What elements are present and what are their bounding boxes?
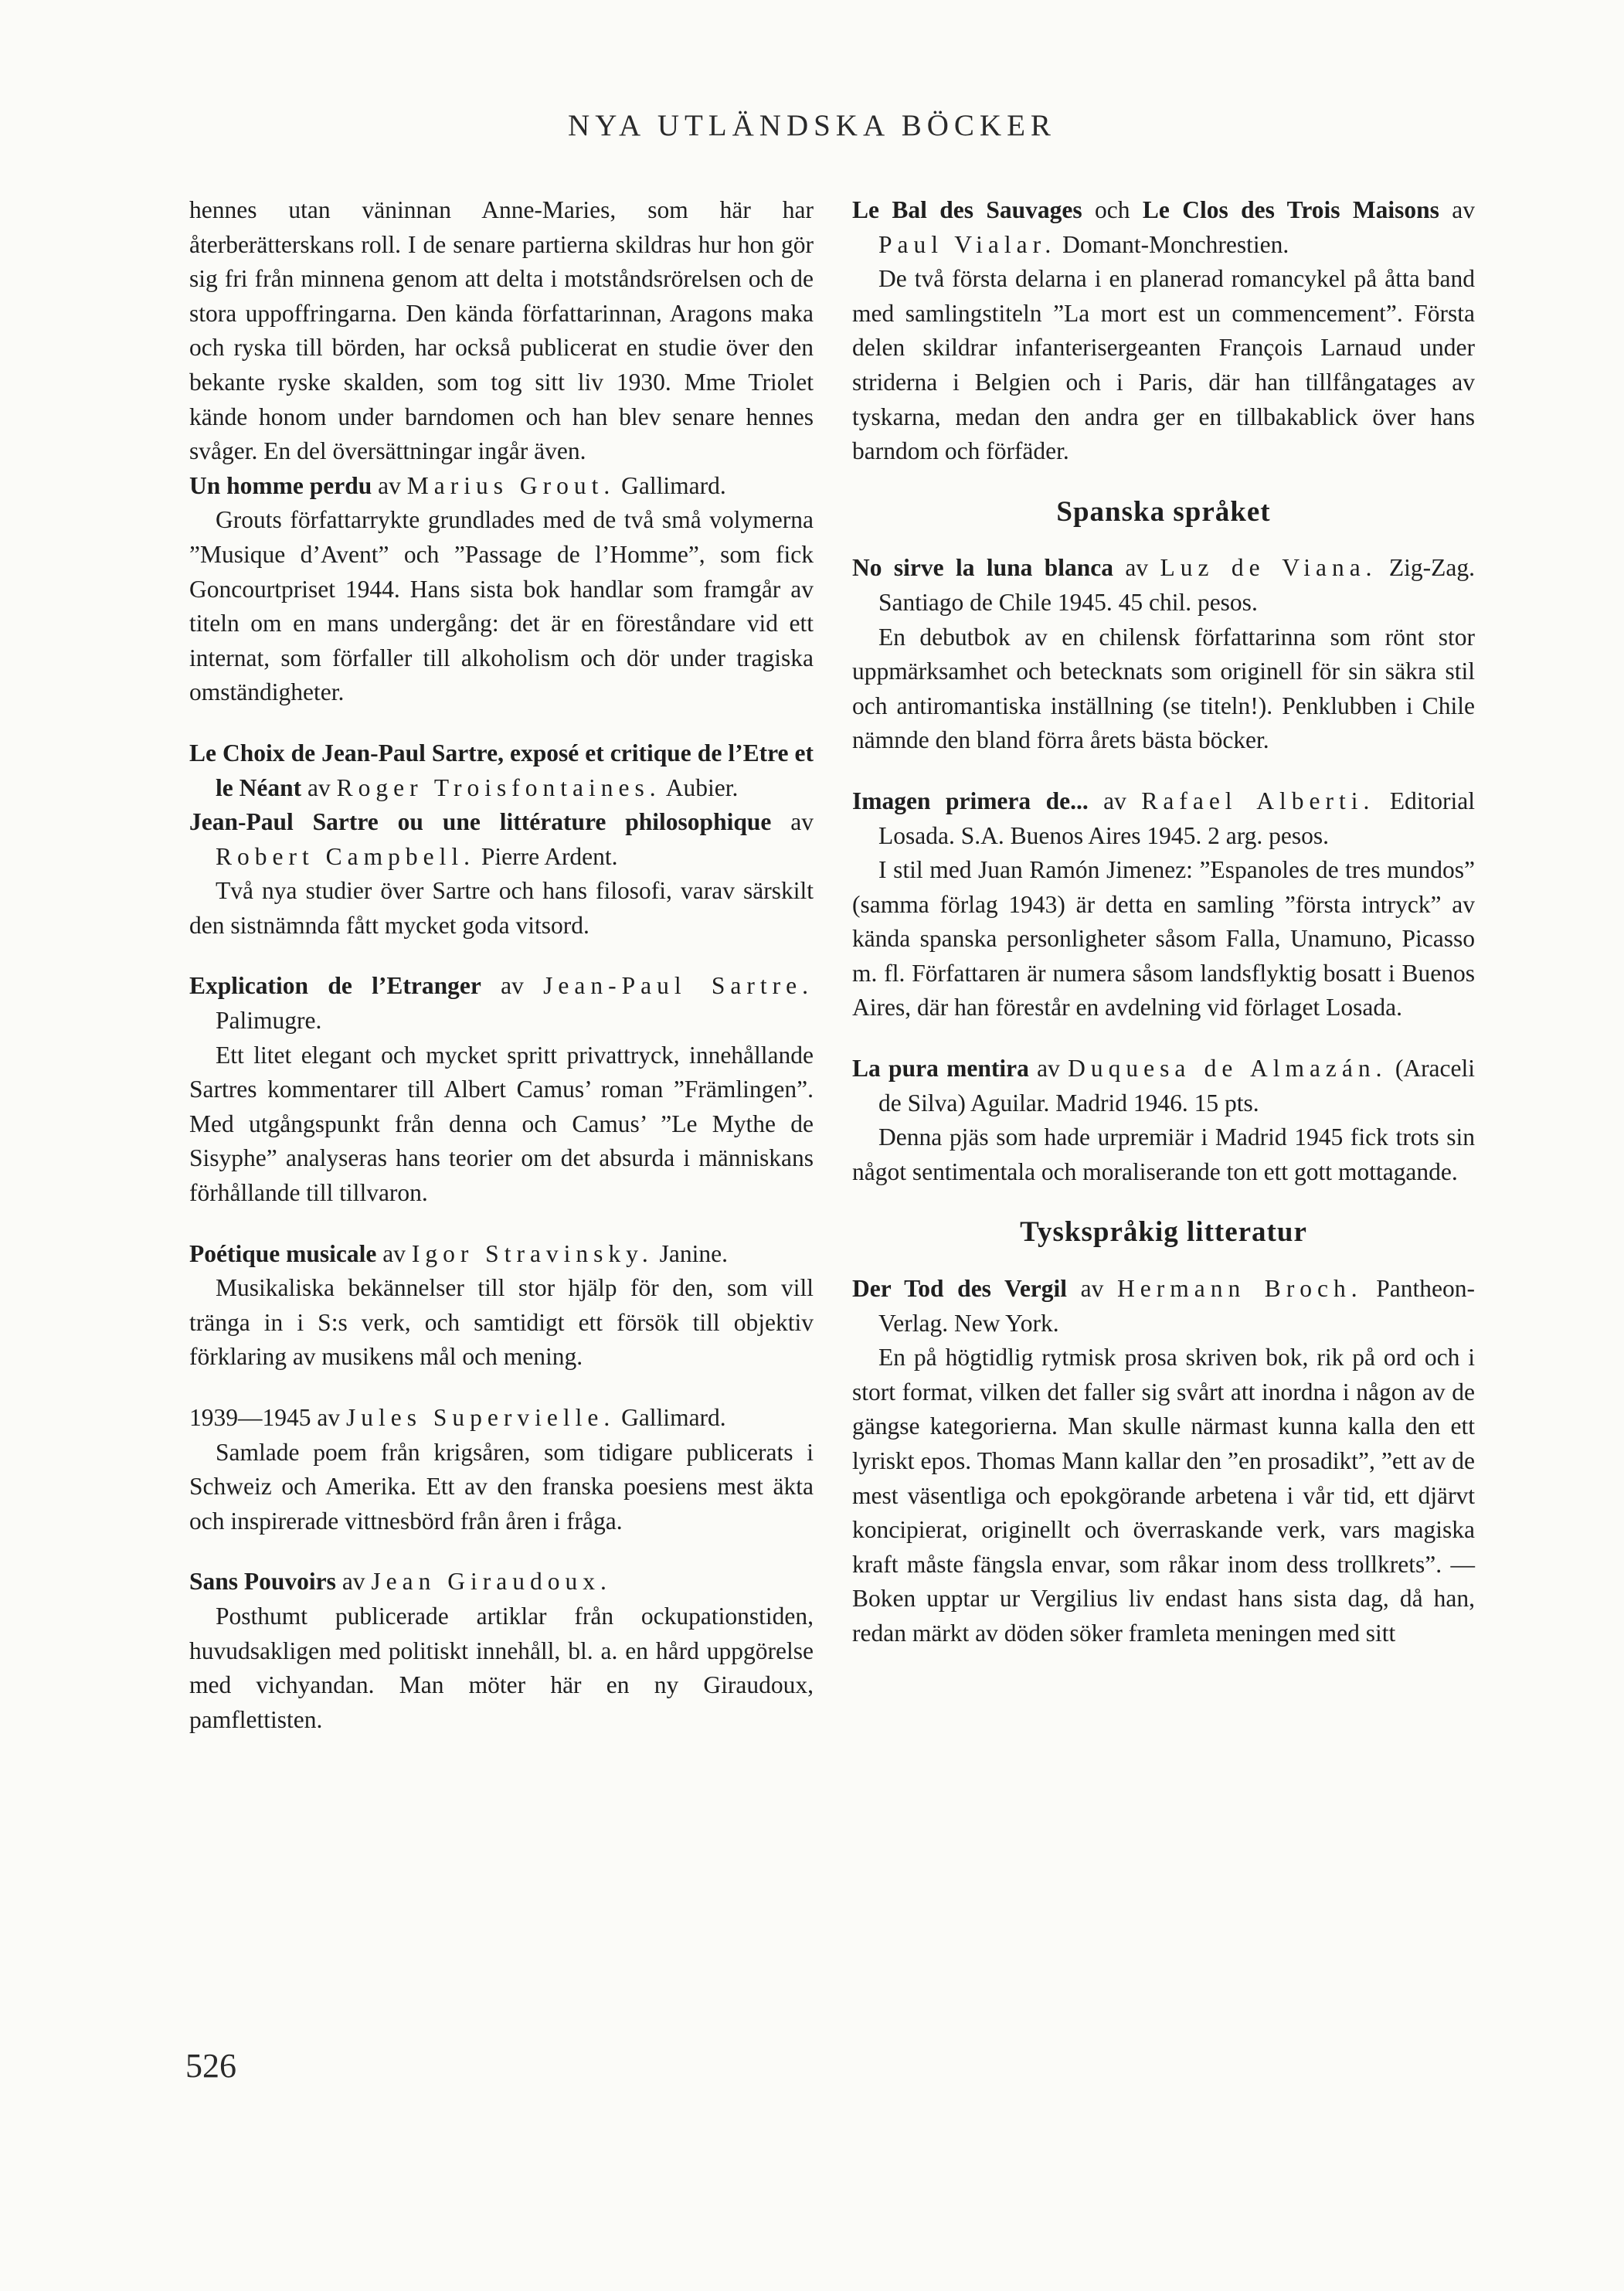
book-description: Posthumt publicerade artiklar från ockupationstiden, huvudsakligen med politiskt innehåll, bl. a. en hård uppgörelse med vichyandan. Man möter här en ny Giraudoux, pamflettisten.	[189, 1602, 814, 1733]
book-description: Två nya studier över Sartre och hans filosofi, varav särskilt den sistnämnda fått mycket goda vitsord.	[189, 877, 814, 939]
book-title-line	[189, 969, 814, 1038]
book-description: Denna pjäs som hade urpremiär i Madrid 1945 fick trots sin något sentimentala och moraliserande ton ett gott mottagande.	[852, 1123, 1475, 1185]
book-description: I stil med Juan Ramón Jimenez: ”Espanoles de tres mundos” (samma förlag 1943) är detta en samling ”första intryck” av kända spanska personligheter såsom Falla, Unamuno, Picasso m. fl. Författaren är numera såsom landsflyktig bosatt i Buenos Aires, där han förestår en avdelning vid förlaget Losada.	[852, 856, 1475, 1021]
book-description: Grouts författarrykte grundlades med de två små volymerna ”Musique d’Avent” och ”Passage de l’Homme”, som fick Goncourtpriset 1944. Hans sista bok handlar som framgår av titeln om en mans undergång: det är en föreståndare vid ett internat, som förfaller till alkoholism och dör under tragiska omständigheter.	[189, 506, 814, 706]
left-column	[189, 193, 814, 1763]
book-publisher: Pierre Ardent.	[481, 842, 618, 870]
book-title-line	[852, 1052, 1475, 1120]
book-title: La pura mentira	[852, 1055, 1029, 1083]
by-word: av	[378, 471, 401, 499]
book-title-line	[189, 469, 814, 504]
book-entry	[852, 1052, 1475, 1189]
book-entry	[852, 551, 1475, 758]
book-description: Samlade poem från krigsåren, som tidigare publicerats i Schweiz och Amerika. Ett av den franska poesiens mest äkta och inspirerade vittnesbörd från åren i fråga.	[189, 1438, 814, 1535]
book-publisher: Editorial Losada. S.A. Buenos Aires 1945. 2 arg. pesos.	[878, 787, 1476, 849]
book-author: Marius Grout.	[406, 471, 616, 499]
by-word: av	[790, 808, 814, 836]
book-title-second: Le Clos des Trois Maisons	[1142, 196, 1439, 223]
book-entry	[189, 969, 814, 1210]
book-publisher: Pantheon-Verlag. New York.	[878, 1275, 1476, 1337]
book-description: Ett litet elegant och mycket spritt privattryck, innehållande Sartres kommentarer till Albert Camus’ roman ”Främlingen”. Med utgångspunkt från denna och Camus’ ”Le Mythe de Sisyphe” analyseras hans teorier om det absurda i människans förhållande till tillvaron.	[189, 1041, 814, 1207]
book-title: Le Bal des Sauvages	[852, 196, 1082, 223]
book-title: Jean-Paul Sartre ou une littérature philosophique	[189, 808, 772, 836]
book-title: Le Choix de Jean-Paul Sartre, exposé et critique de l’Etre et le Néant	[189, 739, 814, 801]
by-word: av	[1080, 1275, 1104, 1303]
page-number: 526	[185, 2047, 236, 2085]
book-publisher: Zig-Zag. Santiago de Chile 1945. 45 chil. pesos.	[878, 554, 1476, 616]
book-title-line	[189, 1565, 814, 1599]
by-word: av	[501, 972, 524, 1000]
book-title: Explication de l’Etranger	[189, 972, 481, 1000]
book-entry	[189, 1401, 814, 1538]
book-author: Duquesa de Almazán.	[1068, 1055, 1388, 1083]
book-entry	[189, 1237, 814, 1375]
by-word: av	[307, 773, 331, 801]
book-publisher: Domant-Monchrestien.	[1062, 230, 1289, 258]
intro-paragraph: hennes utan väninnan Anne-Maries, som här har återberätterskans roll. I de senare partierna skildras hur hon gör sig fri från minnena genom att delta i motståndsrörelsen och de stora uppoffringarna. Den kända författarinnan, Aragons maka och ryska till börden, har också publicerat en studie över den bekante ryske skalden, som tog sitt liv 1930. Mme Triolet kände honom under barndomen och han blev senare hennes svåger. En del översättningar ingår även.	[189, 196, 814, 465]
book-publisher: Aubier.	[665, 773, 739, 801]
book-title: Der Tod des Vergil	[852, 1275, 1068, 1303]
by-word: av	[341, 1568, 365, 1596]
by-word: av	[1037, 1055, 1060, 1083]
book-author: Igor Stravinsky.	[411, 1239, 654, 1267]
by-word: av	[1125, 554, 1149, 582]
by-word: av	[317, 1404, 341, 1431]
book-title-line	[189, 1237, 814, 1272]
book-author: Jean-Paul Sartre.	[543, 972, 814, 1000]
by-word: av	[382, 1239, 406, 1267]
book-title: Imagen primera de...	[852, 787, 1089, 814]
book-entry	[189, 736, 814, 805]
book-description: De två första delarna i en planerad romancykel på åtta band med samlingstiteln ”La mort est un commencement”. Första delen skildrar infanterisergeanten François Larnaud under striderna i Belgien och i Paris, där han tillfångatages av tyskarna, medan den andra ger en tillbakablick över hans barndom och förfäder.	[852, 265, 1475, 465]
book-author: Jean Giraudoux.	[371, 1568, 612, 1596]
section-heading-spanish: Spanska språket	[1056, 495, 1271, 528]
by-word: av	[1103, 787, 1126, 814]
book-entry	[189, 469, 814, 710]
book-entry	[852, 784, 1475, 1025]
book-entry	[189, 805, 814, 943]
book-author: Paul Vialar.	[878, 230, 1057, 258]
right-column	[852, 193, 1475, 1677]
by-word: av	[1452, 196, 1476, 223]
book-description: En på högtidlig rytmisk prosa skriven bok, rik på ord och i stort format, vilken det faller sig svårt att inordna i någon av de gängse kategorierna. Man skulle närmast kunna kalla den ett lyriskt epos. Thomas Mann kallar den ”en prosadikt”, ”ett av de mest väsentliga och epokgörande arbetena i vår tid, ett djärvt koncipierat, originellt och överraskande verk, vars magiska kraft måste fängsla envar, som råkar inom dess trollkrets”. — Boken upptar ur Vergilius liv endast hans sista dag, då han, redan märkt av döden söker framleta meningen med sitt	[852, 1344, 1475, 1647]
book-author: Rafael Alberti.	[1141, 787, 1375, 814]
book-title: Sans Pouvoirs	[189, 1568, 336, 1596]
book-publisher: Gallimard.	[621, 471, 726, 499]
book-entry	[852, 193, 1475, 469]
book-publisher: Janine.	[659, 1239, 728, 1267]
book-author: Hermann Broch.	[1117, 1275, 1363, 1303]
page-header: NYA UTLÄNDSKA BÖCKER	[568, 109, 1056, 142]
book-publisher: Gallimard.	[621, 1404, 726, 1431]
book-title: No sirve la luna blanca	[852, 554, 1113, 582]
book-author: Robert Campbell.	[216, 842, 475, 870]
book-title-line	[189, 1401, 814, 1436]
book-author: Luz de Viana.	[1160, 554, 1378, 582]
book-title: Un homme perdu	[189, 471, 372, 499]
book-author: Jules Supervielle.	[345, 1404, 616, 1431]
book-title-line	[852, 193, 1475, 262]
book-entry	[189, 1565, 814, 1737]
book-title-line	[189, 736, 814, 805]
and-word: och	[1095, 196, 1130, 223]
book-title-line	[189, 805, 814, 874]
book-publisher: (Araceli de Silva) Aguilar. Madrid 1946. 15 pts.	[878, 1055, 1476, 1117]
book-entry	[852, 1272, 1475, 1651]
book-publisher: Palimugre.	[216, 1007, 322, 1035]
section-heading-german: Tyskspråkig litteratur	[1020, 1216, 1307, 1249]
book-description: En debutbok av en chilensk författarinna som rönt stor uppmärksamhet och betecknats som originell för sin säkra stil och antiromantiska inställning (se titeln!). Penklubben i Chile nämnde den bland förra årets bästa böcker.	[852, 623, 1475, 754]
book-title: Poétique musicale	[189, 1239, 377, 1267]
book-title-line	[852, 1272, 1475, 1341]
book-author: Roger Troisfontaines.	[336, 773, 661, 801]
book-title: 1939—1945	[189, 1404, 311, 1431]
book-description: Musikaliska bekännelser till stor hjälp för den, som vill tränga in i S:s verk, och samtidigt ett försök till objektiv förklaring av musikens mål och mening.	[189, 1274, 814, 1371]
book-title-line	[852, 551, 1475, 620]
book-title-line	[852, 784, 1475, 853]
